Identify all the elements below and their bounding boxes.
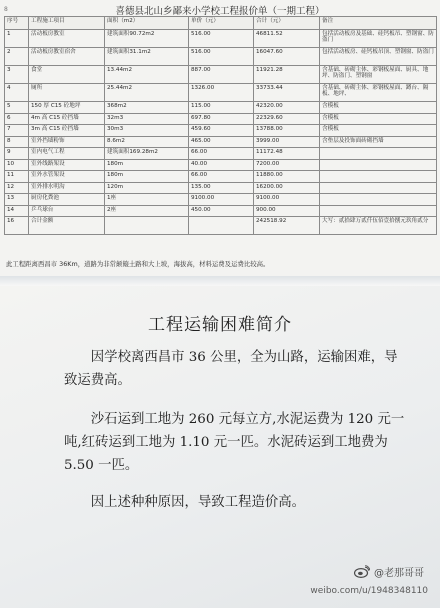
cell-total: 242518.92: [254, 217, 320, 235]
cell-total: 3999.00: [254, 136, 320, 148]
quotation-scan: [0, 0, 440, 276]
cell-item: 室内电气工程: [29, 148, 105, 160]
cell-area: 25.44m2: [105, 84, 189, 102]
cell-remark: 含基础、砖砌主体、彩钢板屋面、蹲台、隔板、地坪、: [320, 84, 437, 102]
quotation-title: 喜德县北山乡鄙来小学校工程报价单（一期工程）: [115, 6, 325, 17]
cell-total: 22329.60: [254, 113, 320, 125]
cell-index: 12: [5, 182, 29, 194]
cell-total: 11921.28: [254, 66, 320, 84]
cell-area: 180m: [105, 171, 189, 183]
cell-remark: [320, 171, 437, 183]
cell-item: 厨房化粪池: [29, 194, 105, 206]
watermark-url: weibo.com/u/1948348110: [310, 586, 428, 596]
table-body: [5, 30, 437, 235]
table-header-row: [5, 17, 437, 30]
cell-area: 2座: [105, 205, 189, 217]
cell-index: 7: [5, 125, 29, 137]
table-row: [5, 113, 437, 125]
cell-index: 3: [5, 66, 29, 84]
cell-area: 32m3: [105, 113, 189, 125]
cell-remark: [320, 148, 437, 160]
cell-total: 11172.48: [254, 148, 320, 160]
cell-remark: [320, 182, 437, 194]
cell-area: 13.44m2: [105, 66, 189, 84]
cell-item: 食堂: [29, 66, 105, 84]
cell-item: 乒乓球台: [29, 205, 105, 217]
cell-total: 33733.44: [254, 84, 320, 102]
cell-unit-price: 135.00: [189, 182, 254, 194]
cell-area: 建筑面积169.28m2: [105, 148, 189, 160]
cell-total: 900.00: [254, 205, 320, 217]
cell-index: 2: [5, 48, 29, 66]
table-row: [5, 84, 437, 102]
cell-index: 9: [5, 148, 29, 160]
cell-total: 42320.00: [254, 102, 320, 114]
cell-item: 厕所: [29, 84, 105, 102]
cell-unit-price: 887.00: [189, 66, 254, 84]
cell-index: 8: [5, 136, 29, 148]
watermark-handle: @老那哥哥: [374, 568, 424, 579]
cell-area: 120m: [105, 182, 189, 194]
table-row: [5, 159, 437, 171]
table-row: [5, 125, 437, 137]
cell-unit-price: 9100.00: [189, 194, 254, 206]
cell-area: 建筑面积90.72m2: [105, 30, 189, 48]
cell-unit-price: [189, 217, 254, 235]
cell-item: 4m 高 C15 砼挡墙: [29, 113, 105, 125]
table-row: [5, 217, 437, 235]
table-row: [5, 48, 437, 66]
cell-total: 9100.00: [254, 194, 320, 206]
cell-item: 室外挡墙粉饰: [29, 136, 105, 148]
quotation-footnote: 此工程距离西昌市 36Km，道路为非常颠簸土路和大上坡，海拔高，材料运费及运费比较高。: [6, 260, 270, 268]
ruler-mark: 8: [4, 6, 8, 13]
table-row: [5, 30, 437, 48]
header-total: 合计（元）: [254, 17, 320, 30]
cell-index: 14: [5, 205, 29, 217]
cell-area: 180m: [105, 159, 189, 171]
cell-total: 16200.00: [254, 182, 320, 194]
cell-unit-price: 450.00: [189, 205, 254, 217]
cell-index: 5: [5, 102, 29, 114]
cell-item: 150 厚 C15 砼地坪: [29, 102, 105, 114]
weibo-watermark: [354, 564, 424, 579]
cell-index: 6: [5, 113, 29, 125]
notice-paragraph: 因上述种种原因，导致工程造价高。: [90, 495, 306, 510]
cell-unit-price: 115.00: [189, 102, 254, 114]
cell-item: 合计金额: [29, 217, 105, 235]
cell-unit-price: 66.00: [189, 171, 254, 183]
cell-area: 368m2: [105, 102, 189, 114]
cell-item: 室外排水明沟: [29, 182, 105, 194]
cell-remark: 含垫层及投饰面砖砌挡墙: [320, 136, 437, 148]
transport-notice: [0, 286, 440, 608]
cell-unit-price: 516.00: [189, 30, 254, 48]
cell-item: 活动板房教室: [29, 30, 105, 48]
header-unit-price: 单价（元）: [189, 17, 254, 30]
cell-area: 8.6m2: [105, 136, 189, 148]
header-item: 工程施工项目: [29, 17, 105, 30]
cell-area: 30m3: [105, 125, 189, 137]
cell-total: 16047.60: [254, 48, 320, 66]
cell-remark: [320, 205, 437, 217]
cell-remark: [320, 194, 437, 206]
table-row: [5, 102, 437, 114]
cell-unit-price: 40.00: [189, 159, 254, 171]
cell-item: 3m 高 C15 砼挡墙: [29, 125, 105, 137]
cell-remark: 含基础、砖砌主体、彩钢板屋面、厨具、地坪、防盗门、塑钢窗: [320, 66, 437, 84]
quotation-table: [4, 16, 437, 235]
notice-paragraph: 沙石运到工地为 260 元每立方,水泥运费为 120 元一吨,红砖运到工地为 1.10 元一匹。水泥砖运到工地费为 5.50 一匹。: [64, 412, 405, 473]
cell-item: 活动板房教室宿舍: [29, 48, 105, 66]
cell-total: 46811.52: [254, 30, 320, 48]
header-index: 序号: [5, 17, 29, 30]
cell-index: 11: [5, 171, 29, 183]
cell-unit-price: 516.00: [189, 48, 254, 66]
cell-index: 13: [5, 194, 29, 206]
cell-index: 16: [5, 217, 29, 235]
cell-remark: 含模板: [320, 113, 437, 125]
cell-unit-price: 1326.00: [189, 84, 254, 102]
table-row: [5, 136, 437, 148]
cell-unit-price: 66.00: [189, 148, 254, 160]
cell-remark: 大写：贰拾肆万贰仟伍佰壹拾捌元玖角贰分: [320, 217, 437, 235]
cell-item: 室外水管架设: [29, 171, 105, 183]
table-row: [5, 66, 437, 84]
cell-remark: 含模板: [320, 125, 437, 137]
cell-index: 10: [5, 159, 29, 171]
cell-total: 7200.00: [254, 159, 320, 171]
notice-paragraph: 因学校离西昌市 36 公里，全为山路，运输困难，导致运费高。: [64, 350, 398, 388]
cell-area: 1座: [105, 194, 189, 206]
cell-total: 13788.00: [254, 125, 320, 137]
cell-remark: 含模板: [320, 102, 437, 114]
cell-remark: 包括活动板房及基础、硅钙板吊、塑钢窗、防盗门: [320, 30, 437, 48]
cell-unit-price: 697.80: [189, 113, 254, 125]
table-row: [5, 205, 437, 217]
table-row: [5, 182, 437, 194]
cell-index: 1: [5, 30, 29, 48]
photo-divider: [0, 276, 440, 286]
weibo-logo-icon: [354, 565, 370, 578]
cell-item: 室外线路架设: [29, 159, 105, 171]
cell-area: [105, 217, 189, 235]
cell-total: 11880.00: [254, 171, 320, 183]
header-remark: 备注: [320, 17, 437, 30]
header-area: 面积（m2）: [105, 17, 189, 30]
cell-unit-price: 465.00: [189, 136, 254, 148]
table-row: [5, 171, 437, 183]
notice-body: [64, 346, 408, 528]
cell-area: 建筑面积31.1m2: [105, 48, 189, 66]
table-row: [5, 148, 437, 160]
cell-unit-price: 459.60: [189, 125, 254, 137]
cell-remark: [320, 159, 437, 171]
cell-remark: 包括活动板房、硅钙板吊顶、塑钢窗、防盗门: [320, 48, 437, 66]
table-row: [5, 194, 437, 206]
cell-index: 4: [5, 84, 29, 102]
notice-title: 工程运输困难简介: [148, 315, 292, 335]
